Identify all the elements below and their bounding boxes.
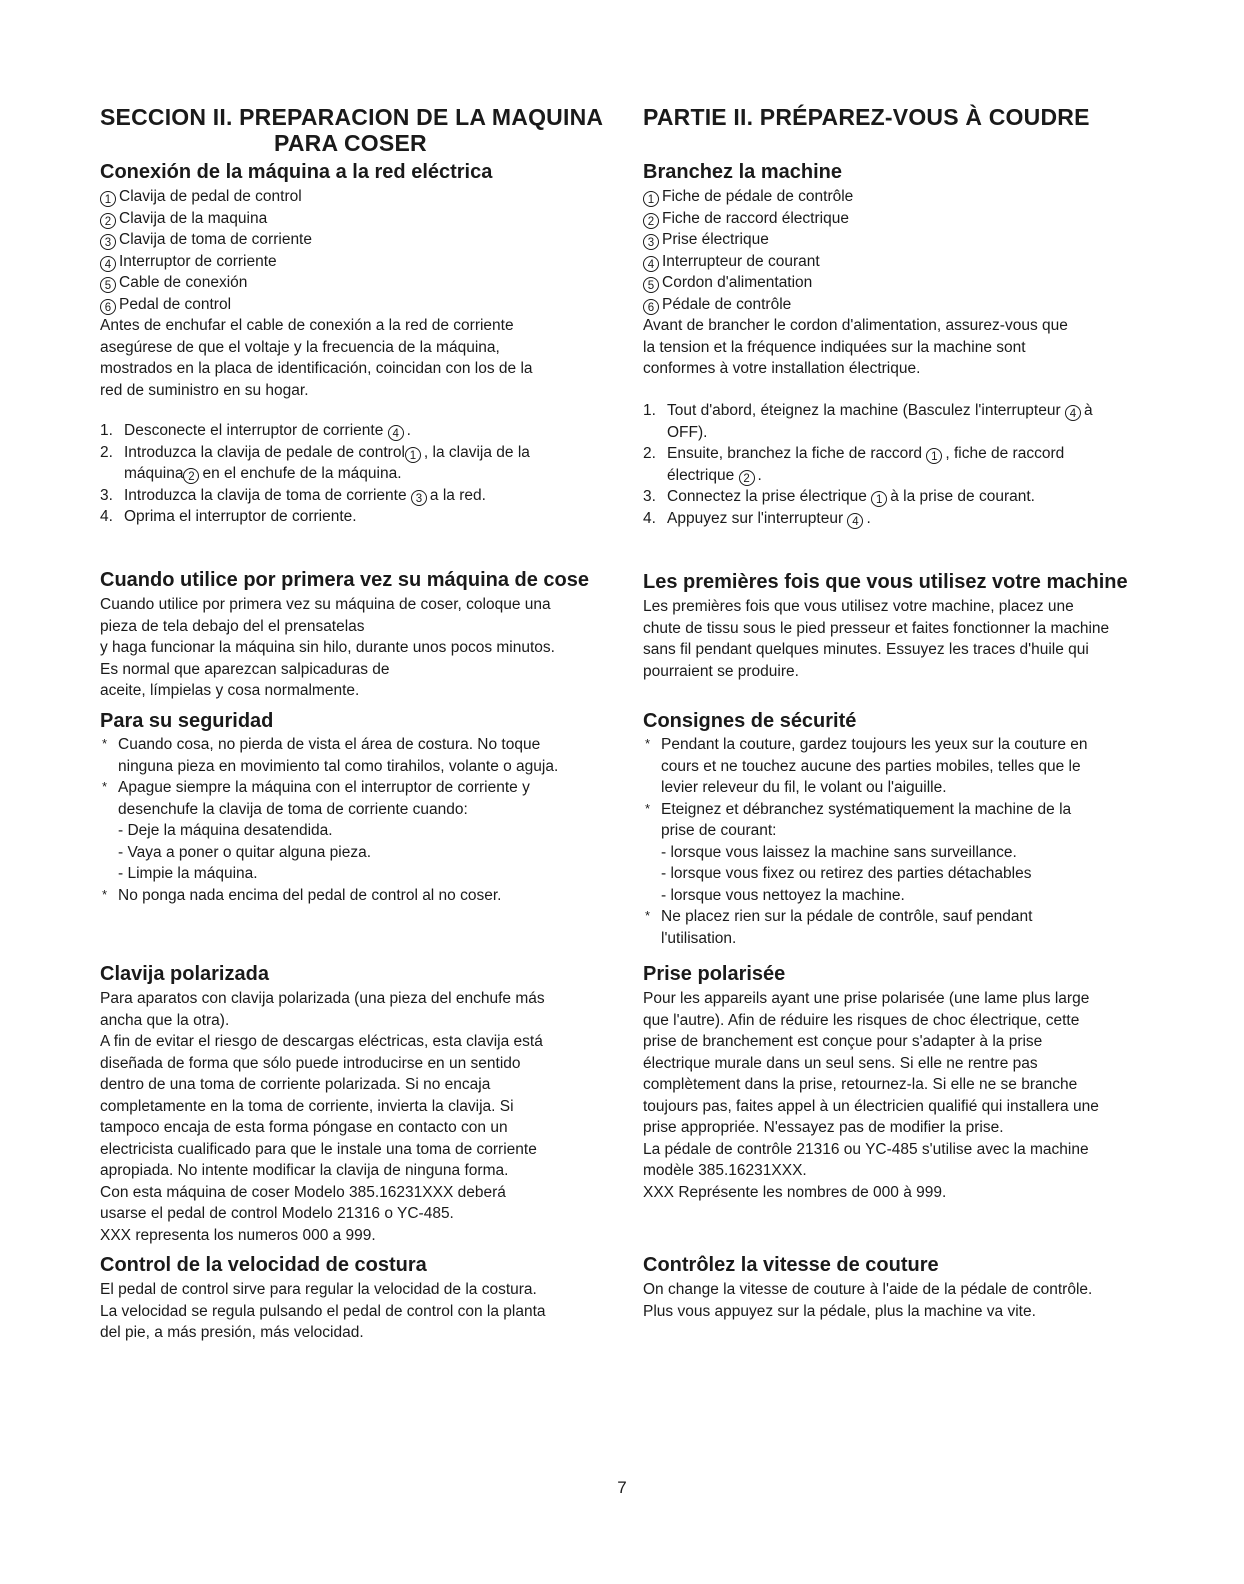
bullet-icon: * bbox=[102, 886, 108, 902]
text-line: Para aparatos con clavija polarizada (una pieza del enchufe más bbox=[100, 990, 545, 1007]
number-circle-icon: 5 bbox=[643, 277, 659, 293]
list-item bbox=[643, 208, 1068, 230]
list-item bbox=[100, 485, 640, 507]
section-title-es-line2: PARA COSER bbox=[274, 130, 427, 156]
number-circle-icon: 3 bbox=[643, 234, 659, 250]
text-line: red de suministro en su hogar. bbox=[100, 381, 309, 399]
number-circle-icon: 1 bbox=[405, 447, 421, 463]
text-line: La velocidad se regula pulsando el pedal de control con la planta bbox=[100, 1302, 546, 1320]
speed-text-es bbox=[100, 1279, 546, 1344]
number-circle-icon: 6 bbox=[643, 299, 659, 315]
step-number: 3. bbox=[100, 486, 113, 504]
part-label: Cable de conexión bbox=[119, 274, 248, 291]
text-line: sans fil pendant quelques minutes. Essuyez les traces d'huile qui bbox=[643, 641, 1089, 658]
number-circle-icon: 3 bbox=[100, 234, 116, 250]
list-item bbox=[100, 734, 640, 777]
list-item bbox=[643, 734, 1188, 799]
step-text: à la prise de courant. bbox=[890, 488, 1035, 505]
text-line: complètement dans la prise, retournez-la. Si elle ne se branche bbox=[643, 1076, 1078, 1093]
text-line: del pie, a más presión, más velocidad. bbox=[100, 1324, 364, 1341]
number-circle-icon: 4 bbox=[100, 256, 116, 272]
text-line: Eteignez et débranchez systématiquement la machine de la bbox=[661, 800, 1072, 818]
part-label: Pédale de contrôle bbox=[662, 295, 792, 313]
safety-list-es bbox=[100, 734, 640, 906]
text-line: Les premières fois que vous utilisez votre machine, placez une bbox=[643, 598, 1074, 615]
list-item bbox=[643, 251, 1068, 273]
part-label: Fiche de raccord électrique bbox=[662, 209, 849, 227]
list-item bbox=[643, 508, 1188, 530]
parts-list-fr bbox=[643, 186, 1068, 380]
text-line: pourraient se produire. bbox=[643, 662, 799, 680]
step-number: 4. bbox=[100, 508, 113, 525]
list-item bbox=[643, 400, 1188, 443]
list-item bbox=[100, 251, 533, 273]
list-item bbox=[100, 294, 533, 316]
text-line: cours et ne touchez aucune des parties mobiles, telles que le bbox=[661, 757, 1081, 775]
text-line: electricista cualificado para que le instale una toma de corriente bbox=[100, 1140, 537, 1158]
number-circle-icon: 2 bbox=[100, 213, 116, 229]
bullet-icon: * bbox=[645, 736, 651, 751]
section-title-es bbox=[100, 104, 660, 156]
text-line: A fin de evitar el riesgo de descargas eléctricas, esta clavija está bbox=[100, 1033, 543, 1050]
steps-list-es bbox=[100, 420, 640, 528]
step-text: Desconecte el interruptor de corriente bbox=[124, 422, 384, 439]
text-line: usarse el pedal de control Modelo 21316 o YC-485. bbox=[100, 1205, 454, 1222]
first-use-heading-es: Cuando utilice por primera vez su máquina de cose bbox=[100, 569, 590, 591]
text-line: la tension et la fréquence indiquées sur la machine sont bbox=[643, 338, 1026, 356]
text-line: prise appropriée. N'essayez pas de modifier la prise. bbox=[643, 1119, 1004, 1136]
polar-text-fr bbox=[643, 988, 1099, 1203]
list-item bbox=[100, 208, 533, 230]
part-label: Clavija de pedal de control bbox=[119, 188, 302, 205]
part-label: Clavija de la maquina bbox=[119, 209, 268, 227]
step-text: , fiche de raccord bbox=[945, 445, 1065, 462]
step-number: 2. bbox=[643, 445, 656, 462]
page-number: 7 bbox=[617, 1478, 627, 1497]
step-number: 1. bbox=[100, 422, 113, 439]
text-line: - lorsque vous laissez la machine sans surveillance. bbox=[661, 843, 1017, 861]
list-item bbox=[100, 229, 533, 251]
text-line: Avant de brancher le cordon d'alimentation, assurez-vous que bbox=[643, 317, 1068, 334]
text-line: - lorsque vous fixez ou retirez des parties détachables bbox=[661, 865, 1032, 882]
first-use-text-es bbox=[100, 594, 555, 702]
text-line: ancha que la otra). bbox=[100, 1011, 230, 1029]
step-text: Appuyez sur l'interrupteur bbox=[667, 509, 844, 527]
list-item bbox=[643, 906, 1188, 949]
step-text: Ensuite, branchez la fiche de raccord bbox=[667, 445, 923, 462]
step-text: OFF). bbox=[667, 423, 708, 441]
dash-list bbox=[643, 842, 1188, 907]
list-item bbox=[643, 799, 1188, 842]
text-line: Antes de enchufar el cable de conexión a la red de corriente bbox=[100, 317, 514, 334]
text-line: Pour les appareils ayant une prise polarisée (une lame plus large bbox=[643, 990, 1090, 1007]
list-item bbox=[100, 420, 640, 442]
safety-heading-es: Para su seguridad bbox=[100, 710, 274, 732]
step-text: máquina bbox=[124, 465, 184, 482]
step-number: 2. bbox=[100, 443, 113, 461]
list-item bbox=[643, 186, 1068, 208]
part-label: Clavija de toma de corriente bbox=[119, 231, 312, 248]
number-circle-icon: 4 bbox=[388, 425, 404, 441]
step-text: Introduzca la clavija de pedale de control bbox=[124, 443, 405, 461]
bullet-icon: * bbox=[102, 779, 108, 794]
text-line: completamente en la toma de corriente, invierta la clavija. Si bbox=[100, 1097, 514, 1115]
number-circle-icon: 1 bbox=[871, 491, 887, 507]
text-line: asegúrese de que el voltaje y la frecuencia de la máquina, bbox=[100, 338, 500, 356]
list-item bbox=[643, 272, 1068, 294]
step-text: . bbox=[866, 509, 871, 527]
step-number: 4. bbox=[643, 509, 656, 527]
connect-intro-fr bbox=[643, 315, 1068, 380]
step-text: à bbox=[1083, 402, 1093, 419]
list-item bbox=[100, 442, 640, 485]
text-line: Con esta máquina de coser Modelo 385.16231XXX deberá bbox=[100, 1183, 506, 1201]
list-item bbox=[100, 777, 640, 820]
step-text: Connectez la prise électrique bbox=[667, 488, 867, 505]
bullet-icon: * bbox=[645, 908, 651, 923]
step-text: Introduzca la clavija de toma de corriente bbox=[124, 486, 407, 504]
number-circle-icon: 1 bbox=[926, 448, 942, 464]
number-circle-icon: 4 bbox=[1065, 405, 1081, 421]
text-line: La pédale de contrôle 21316 ou YC-485 s'utilise avec la machine bbox=[643, 1140, 1089, 1158]
number-circle-icon: 1 bbox=[100, 191, 116, 207]
safety-heading-fr: Consignes de sécurité bbox=[643, 710, 857, 732]
text-line: ninguna pieza en movimiento tal como tirahilos, volante o aguja. bbox=[118, 757, 559, 775]
text-line: diseñada de forma que sólo puede introducirse en un sentido bbox=[100, 1054, 521, 1072]
text-line: XXX representa los numeros 000 a 999. bbox=[100, 1226, 376, 1244]
number-circle-icon: 4 bbox=[847, 513, 863, 529]
text-line: mostrados en la placa de identificación, coincidan con los de la bbox=[100, 360, 533, 377]
text-line: conformes à votre installation électrique. bbox=[643, 360, 921, 377]
list-item bbox=[100, 272, 533, 294]
step-text: Oprima el interruptor de corriente. bbox=[124, 508, 357, 525]
step-text: Tout d'abord, éteignez la machine (Basculez l'interrupteur bbox=[667, 402, 1061, 419]
bullet-icon: * bbox=[645, 800, 651, 816]
text-line: Es normal que aparezcan salpicaduras de bbox=[100, 660, 390, 678]
text-line: - Deje la máquina desatendida. bbox=[118, 822, 333, 839]
text-line: tampoco encaja de esta forma póngase en contacto con un bbox=[100, 1119, 508, 1136]
number-circle-icon: 6 bbox=[100, 299, 116, 315]
text-line: Ne placez rien sur la pédale de contrôle, sauf pendant bbox=[661, 908, 1033, 925]
step-text: électrique bbox=[667, 466, 735, 484]
text-line: No ponga nada encima del pedal de control al no coser. bbox=[118, 886, 502, 904]
part-label: Fiche de pédale de contrôle bbox=[662, 188, 854, 205]
part-label: Pedal de control bbox=[119, 295, 232, 313]
text-line: l'utilisation. bbox=[661, 929, 737, 947]
parts-list-es bbox=[100, 186, 533, 401]
text-line: prise de courant: bbox=[661, 822, 777, 839]
step-text: , la clavija de la bbox=[423, 443, 530, 461]
steps-list-fr bbox=[643, 400, 1188, 529]
number-circle-icon: 4 bbox=[643, 256, 659, 272]
step-text: . bbox=[757, 466, 762, 484]
part-label: Cordon d'alimentation bbox=[662, 274, 813, 291]
number-circle-icon: 2 bbox=[643, 213, 659, 229]
text-line: modèle 385.16231XXX. bbox=[643, 1162, 807, 1179]
list-item bbox=[100, 506, 640, 528]
text-line: Cuando utilice por primera vez su máquina de coser, coloque una bbox=[100, 596, 551, 613]
connect-heading-es: Conexión de la máquina a la red eléctrica bbox=[100, 161, 493, 183]
speed-heading-fr: Contrôlez la vitesse de couture bbox=[643, 1254, 939, 1276]
number-circle-icon: 1 bbox=[643, 191, 659, 207]
step-number: 3. bbox=[643, 488, 656, 505]
step-text: . bbox=[406, 422, 411, 439]
text-line: pieza de tela debajo del el prensatelas bbox=[100, 617, 365, 635]
number-circle-icon: 3 bbox=[411, 490, 427, 506]
connect-intro-es bbox=[100, 315, 533, 401]
text-line: apropiada. No intente modificar la clavija de ninguna forma. bbox=[100, 1162, 509, 1179]
list-item bbox=[643, 443, 1188, 486]
text-line: y haga funcionar la máquina sin hilo, durante unos pocos minutos. bbox=[100, 639, 555, 656]
first-use-text-fr bbox=[643, 596, 1109, 682]
text-line: El pedal de control sirve para regular la velocidad de la costura. bbox=[100, 1281, 537, 1298]
polar-heading-fr: Prise polarisée bbox=[643, 963, 786, 985]
text-line: Apague siempre la máquina con el interruptor de corriente y bbox=[118, 779, 530, 796]
text-line: desenchufe la clavija de toma de corriente cuando: bbox=[118, 800, 468, 818]
number-circle-icon: 2 bbox=[183, 468, 199, 484]
text-line: Cuando cosa, no pierda de vista el área de costura. No toque bbox=[118, 736, 541, 753]
text-line: levier releveur du fil, le volant ou l'aiguille. bbox=[661, 779, 947, 796]
dash-list bbox=[100, 820, 640, 885]
step-text: a la red. bbox=[429, 486, 486, 504]
safety-list-fr bbox=[643, 734, 1188, 949]
text-line: dentro de una toma de corriente polarizada. Si no encaja bbox=[100, 1076, 491, 1093]
list-item bbox=[643, 294, 1068, 316]
text-line: XXX Représente les nombres de 000 à 999. bbox=[643, 1183, 947, 1201]
text-line: - Limpie la máquina. bbox=[118, 865, 258, 882]
part-label: Interruptor de corriente bbox=[119, 252, 277, 270]
text-line: prise de branchement est conçue pour s'adapter à la prise bbox=[643, 1033, 1043, 1050]
section-title-es-line1: SECCION II. PREPARACION DE LA MAQUINA bbox=[100, 104, 604, 130]
number-circle-icon: 5 bbox=[100, 277, 116, 293]
text-line: chute de tissu sous le pied presseur et faites fonctionner la machine bbox=[643, 619, 1110, 637]
text-line: aceite, límpielas y cosa normalmente. bbox=[100, 682, 360, 699]
text-line: Plus vous appuyez sur la pédale, plus la machine va vite. bbox=[643, 1302, 1036, 1320]
section-title-fr: PARTIE II. PRÉPAREZ-VOUS À COUDRE bbox=[643, 104, 1090, 130]
first-use-heading-fr: Les premières fois que vous utilisez votre machine bbox=[643, 571, 1128, 593]
bullet-icon: * bbox=[102, 736, 108, 751]
part-label: Prise électrique bbox=[662, 231, 769, 248]
number-circle-icon: 2 bbox=[739, 470, 755, 486]
text-line: que l'autre). Afin de réduire les risques de choc électrique, cette bbox=[643, 1011, 1080, 1029]
part-label: Interrupteur de courant bbox=[662, 252, 820, 270]
polar-heading-es: Clavija polarizada bbox=[100, 963, 269, 985]
text-line: Pendant la couture, gardez toujours les yeux sur la couture en bbox=[661, 736, 1088, 753]
list-item bbox=[100, 186, 533, 208]
text-line: - Vaya a poner o quitar alguna pieza. bbox=[118, 843, 372, 861]
polar-text-es bbox=[100, 988, 545, 1246]
list-item bbox=[643, 486, 1188, 508]
connect-heading-fr: Branchez la machine bbox=[643, 161, 842, 183]
list-item bbox=[643, 229, 1068, 251]
list-item bbox=[100, 885, 640, 907]
speed-text-fr bbox=[643, 1279, 1092, 1322]
step-text: en el enchufe de la máquina. bbox=[202, 465, 402, 482]
text-line: - lorsque vous nettoyez la machine. bbox=[661, 886, 905, 904]
speed-heading-es: Control de la velocidad de costura bbox=[100, 1254, 427, 1276]
text-line: On change la vitesse de couture à l'aide de la pédale de contrôle. bbox=[643, 1281, 1093, 1298]
text-line: toujours pas, faites appel à un électricien qualifié qui installera une bbox=[643, 1097, 1099, 1115]
text-line: électrique murale dans un seul sens. Si elle ne rentre pas bbox=[643, 1054, 1038, 1072]
step-number: 1. bbox=[643, 402, 656, 419]
